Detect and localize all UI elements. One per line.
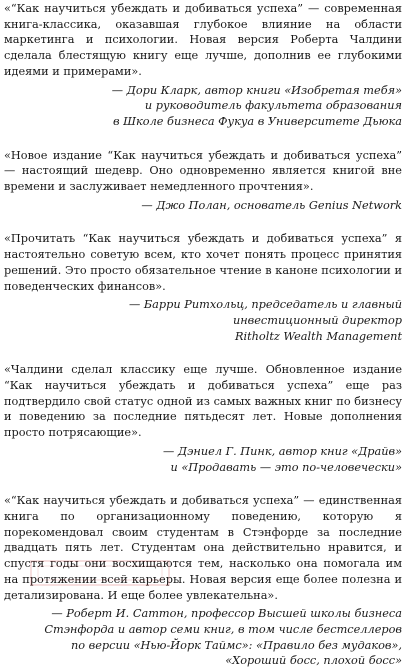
spacer: [4, 213, 402, 231]
attribution-line: и руководитель факультета образования: [144, 99, 402, 113]
attribution-line: — Джо Полан, основатель Genius Network: [141, 198, 402, 212]
attribution-line: Стэнфорда и автор семи книг, в том числе бестселлеров: [44, 622, 402, 636]
attribution-line: — Дэниел Г. Пинк, автор книг «Драйв»: [163, 444, 402, 458]
quote-text: «“Как научиться убеждать и добиваться успеха” — современная книга-классика, оказавшая глубокое влияние на области маркетинга и психологии. Новая версия Роберта Чалдини сделала блестящую книгу еще лучше, дополнив ее глубокими идеями и примерами».: [4, 2, 402, 78]
quote-attribution: [4, 198, 402, 214]
quote-block: [4, 231, 402, 344]
quote-text: «Новое издание “Как научиться убеждать и добиваться успеха” — настоящий шедевр. Оно одновременно является книгой вне времени и заслуживает немедленного прочтения».: [4, 148, 402, 194]
spacer: [4, 475, 402, 493]
attribution-line: и «Продавать — это по-человечески»: [170, 460, 402, 474]
attribution-line: — Роберт И. Саттон, профессор Высшей школы бизнеса: [51, 607, 402, 621]
quote-attribution: [4, 444, 402, 475]
spacer: [4, 344, 402, 362]
attribution-line: в Школе бизнеса Фукуа в Университете Дьюка: [112, 114, 402, 128]
attribution-line: инвестиционный директор: [232, 313, 402, 327]
quote-attribution: [4, 83, 402, 130]
attribution-line: — Барри Ритхольц, председатель и главный: [128, 298, 402, 312]
quote-block: [4, 148, 402, 214]
attribution-line: — Дори Кларк, автор книги «Изобретая тебя»: [111, 83, 402, 97]
attribution-line: Ritholtz Wealth Management: [234, 329, 402, 343]
quote-text: «Прочитать “Как научиться убеждать и добиваться успеха” я настоятельно советую всем, кто хочет понять процесс принятия решений. Это просто обязательное чтение в каноне психологии и поведенческих финансов».: [4, 232, 402, 293]
attribution-line: «Хороший босс, плохой босс»: [225, 654, 402, 668]
quote-block: [4, 362, 402, 475]
quote-attribution: [4, 606, 402, 669]
quote-attribution: [4, 297, 402, 344]
quote-text: «“Как научиться убеждать и добиваться успеха” — единственная книга по организационному поведению, которую я порекомендовал своим студентам в Стэнфорде за последние двадцать пять лет. Студентам она действительно нравится, и спустя годы они восхищаются тем, насколько она помогала им на протяжении всей карьеры. Новая версия еще более полезна и детализирована. И еще более увлекательна».: [4, 494, 402, 602]
watermark-icon: [30, 560, 170, 586]
spacer: [4, 130, 402, 148]
quote-block: [4, 1, 402, 130]
attribution-line: по версии «Нью-Йорк Таймс»: «Правило без мудаков»,: [70, 638, 402, 652]
quote-text: «Чалдини сделал классику еще лучше. Обновленное издание “Как научиться убеждать и добиваться успеха” еще раз подтвердило свой статус одной из самых важных книг по бизнесу и поведению за последние пятьдесят лет. Новые дополнения просто потрясающие».: [4, 363, 402, 440]
